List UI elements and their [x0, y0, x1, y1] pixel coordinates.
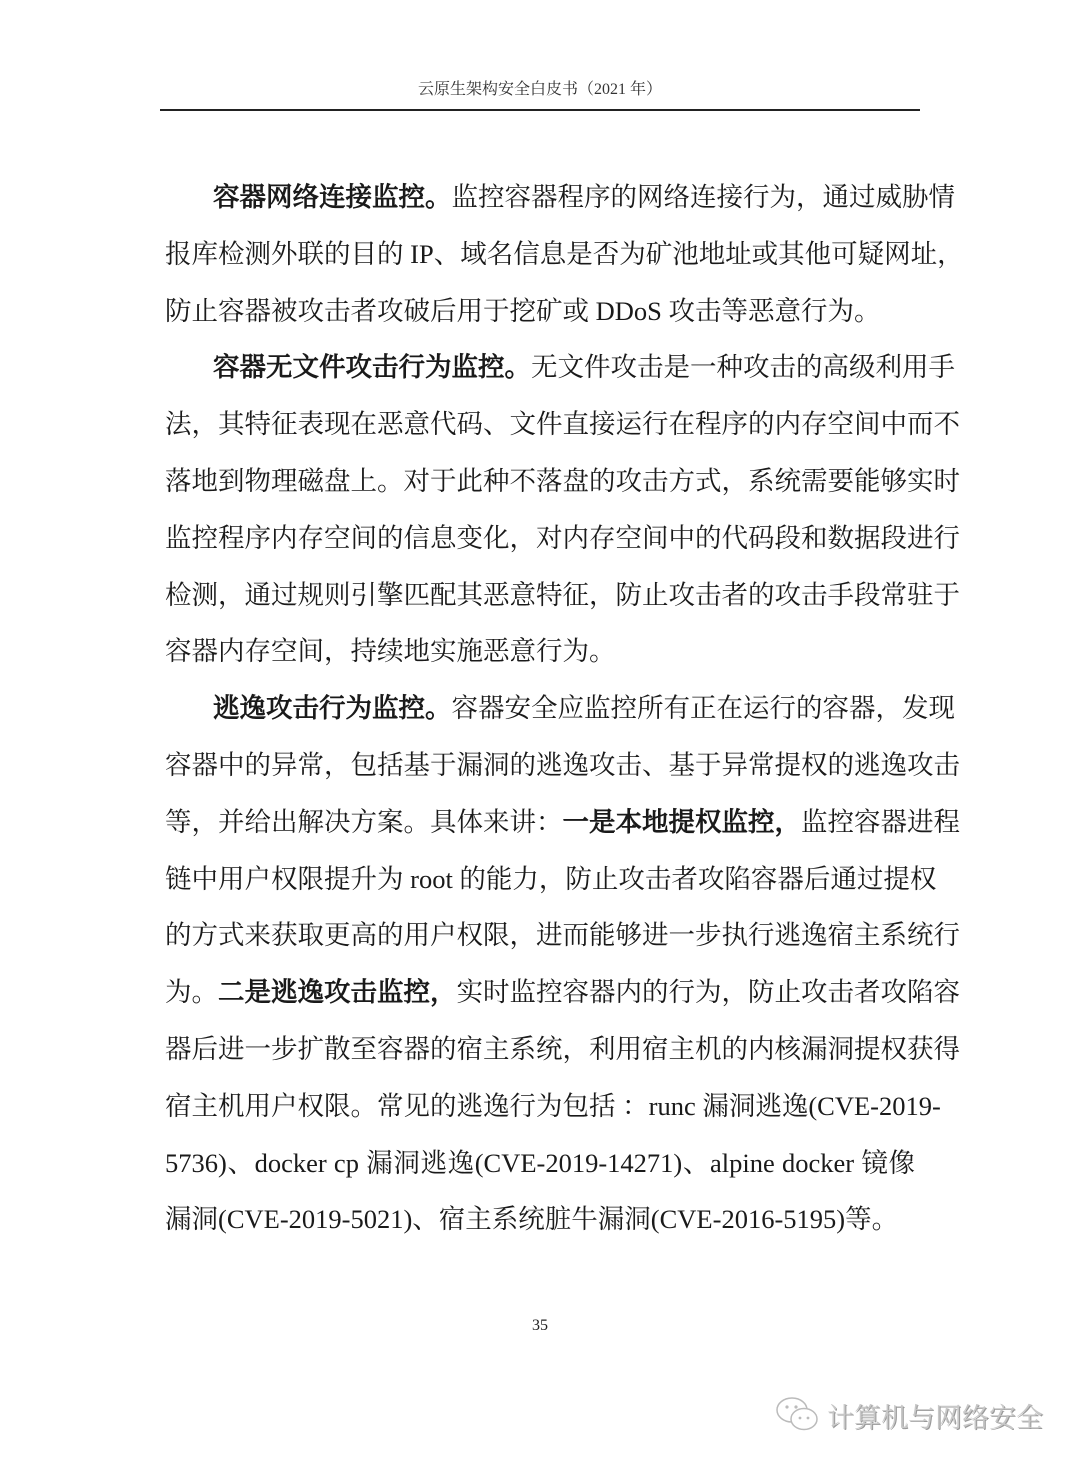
body-text: 检测，通过规则引擎匹配其恶意特征，防止攻击者的攻击手段常驻于	[165, 579, 960, 610]
page-header: 云原生架构安全白皮书（2021 年）	[417, 81, 662, 98]
paragraph	[165, 175, 964, 345]
text-line	[165, 1197, 915, 1254]
text-line	[165, 1027, 960, 1084]
bold-heading-text: 容器无文件攻击行为监控。	[213, 352, 531, 384]
text-line	[165, 516, 960, 573]
body-text: 监控容器程序的网络连接行为，通过威胁情	[451, 182, 955, 212]
text-line	[165, 1084, 941, 1141]
text-line	[165, 857, 937, 914]
bold-heading-text: 二是逃逸攻击监控，	[218, 977, 457, 1009]
wechat-icon	[775, 1395, 821, 1435]
body-text: 实时监控容器内的行为，防止攻击者攻陷容	[456, 977, 960, 1008]
text-line	[165, 573, 960, 630]
header-rule	[160, 109, 920, 111]
page-number: 35	[532, 1317, 548, 1334]
text-line	[165, 289, 915, 346]
body-text: 等，并给出解决方案。具体来讲：	[165, 806, 563, 837]
body-text: 器后进一步扩散至容器的宿主系统，利用宿主机的内核漏洞提权获得	[165, 1033, 960, 1064]
bold-heading-text: 一是本地提权监控，	[562, 806, 801, 838]
text-line	[165, 970, 960, 1027]
bold-heading-text: 逃逸攻击行为监控。	[213, 693, 452, 725]
text-line	[165, 686, 955, 743]
document-body	[165, 175, 964, 1254]
body-text: 监控程序内存空间的信息变化，对内存空间中的代码段和数据段进行	[165, 522, 960, 553]
text-line	[165, 345, 955, 402]
body-text: 法，其特征表现在恶意代码、文件直接运行在程序的内存空间中而不	[165, 409, 960, 440]
text-line	[165, 913, 960, 970]
paragraph	[165, 345, 960, 686]
body-text: 防止容器被攻击者攻破后用于挖矿或 DDoS 攻击等恶意行为。	[165, 295, 881, 326]
text-line	[165, 743, 960, 800]
body-text: 5736)、docker cp 漏洞逃逸(CVE-2019-14271)、alpine docker 镜像	[165, 1147, 915, 1178]
body-text: 链中用户权限提升为 root 的能力，防止攻击者攻陷容器后通过提权	[165, 863, 937, 894]
body-text: 无文件攻击是一种攻击的高级利用手	[531, 352, 955, 383]
body-text: 容器安全应监控所有正在运行的容器，发现	[451, 693, 955, 724]
body-text: 的方式来获取更高的用户权限，进而能够进一步执行逃逸宿主系统行	[165, 920, 960, 951]
text-line	[165, 629, 915, 686]
watermark-text: 计算机与网络安全	[827, 1402, 1043, 1434]
paragraph	[165, 686, 960, 1254]
body-text: 报库检测外联的目的 IP、域名信息是否为矿池地址或其他可疑网址，	[165, 238, 964, 269]
body-text: 为。	[165, 977, 218, 1008]
body-text: 落地到物理磁盘上。对于此种不落盘的攻击方式，系统需要能够实时	[165, 465, 960, 496]
text-line	[165, 1141, 915, 1198]
bold-heading-text: 容器网络连接监控。	[213, 182, 452, 213]
body-text: 容器内存空间，持续地实施恶意行为。	[165, 636, 616, 667]
body-text: 容器中的异常，包括基于漏洞的逃逸攻击、基于异常提权的逃逸攻击	[165, 749, 960, 780]
body-text: 漏洞(CVE-2019-5021)、宿主系统脏牛漏洞(CVE-2016-5195)等。	[165, 1204, 899, 1235]
text-line	[165, 402, 960, 459]
text-line	[165, 800, 960, 857]
text-line	[165, 175, 955, 232]
body-text: 监控容器进程	[801, 806, 960, 837]
body-text: 宿主机用户权限。常见的逃逸行为包括 ：runc 漏洞逃逸(CVE-2019-	[165, 1090, 941, 1121]
watermark	[775, 1395, 1043, 1435]
text-line	[165, 232, 964, 289]
text-line	[165, 459, 960, 516]
